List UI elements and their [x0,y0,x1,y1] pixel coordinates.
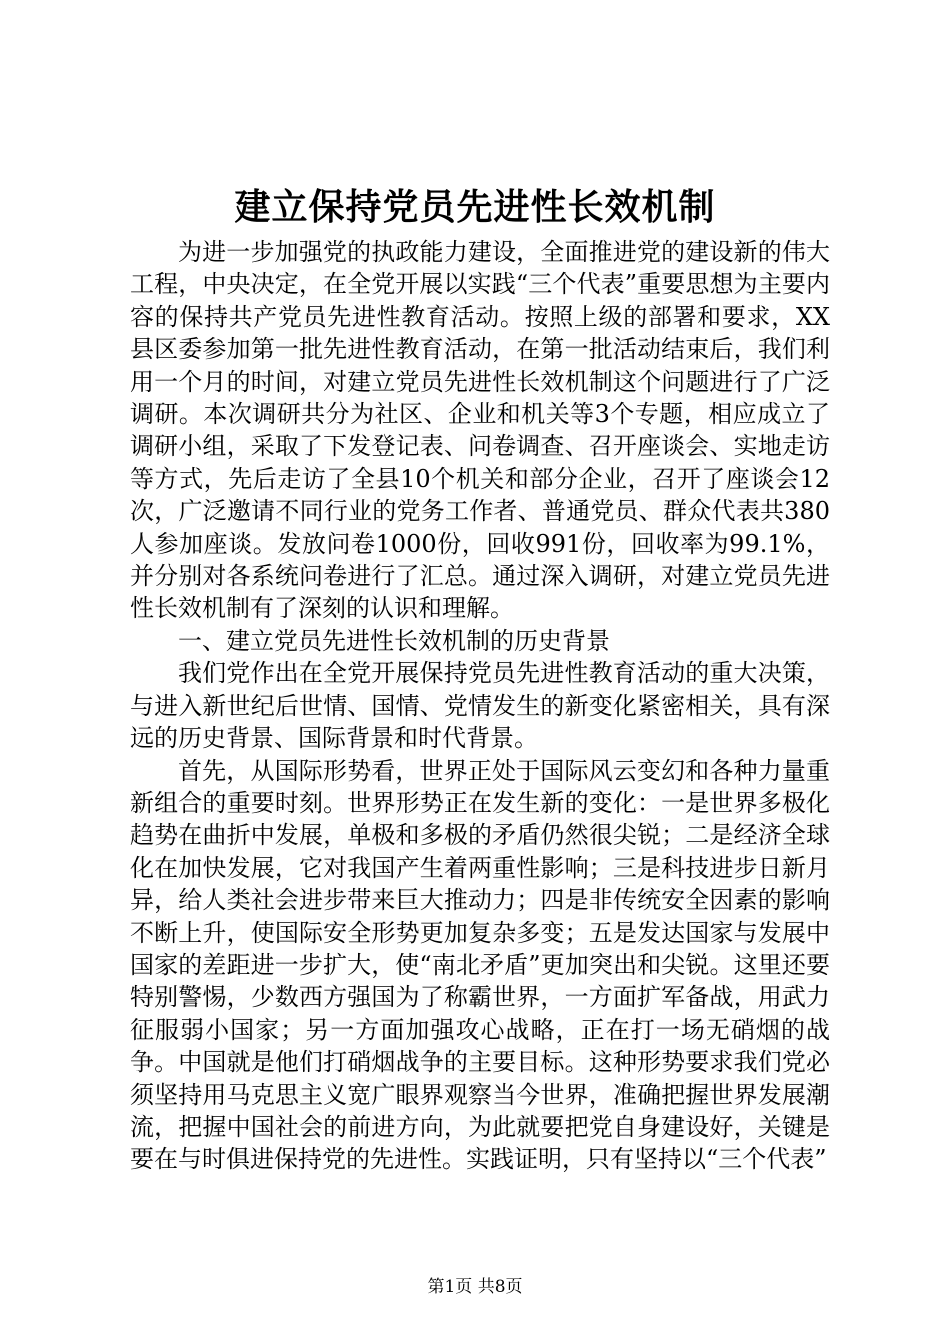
paragraph-intro: 为进一步加强党的执政能力建设，全面推进党的建设新的伟大工程，中央决定，在全党开展以实践“三个代表”重要思想为主要内容的保持共产党员先进性教育活动。按照上级的部署和要求，XX县区委参加第一批先进性教育活动，在第一批活动结束后，我们利用一个月的时间，对建立党员先进性长效机制这个问题进行了广泛调研。本次调研共分为社区、企业和机关等3个专题，相应成立了调研小组，采取了下发登记表、问卷调查、召开座谈会、实地走访等方式，先后走访了全县10个机关和部分企业，召开了座谈会12次，广泛邀请不同行业的党务工作者、普通党员、群众代表共380人参加座谈。发放问卷1000份，回收991份，回收率为99.1%，并分别对各系统问卷进行了汇总。通过深入调研，对建立党员先进性长效机制有了深刻的认识和理解。 [130,238,830,623]
section-heading-background: 一、建立党员先进性长效机制的历史背景 [178,626,610,655]
paragraph-decision: 我们党作出在全党开展保持党员先进性教育活动的重大决策，与进入新世纪后世情、国情、党情发生的新变化紧密相关，具有深远的历史背景、国际背景和时代背景。 [130,659,830,753]
paragraph-international: 首先，从国际形势看，世界正处于国际风云变幻和各种力量重新组合的重要时刻。世界形势正在发生新的变化：一是世界多极化趋势在曲折中发展，单极和多极的矛盾仍然很尖锐；二是经济全球化在加快发展，它对我国产生着两重性影响；三是科技进步日新月异，给人类社会进步带来巨大推动力；四是非传统安全因素的影响不断上升，使国际安全形势更加复杂多变；五是发达国家与发展中国家的差距进一步扩大，使“南北矛盾”更加突出和尖锐。这里还要特别警惕，少数西方强国为了称霸世界，一方面扩军备战，用武力征服弱小国家；另一方面加强攻心战略，正在打一场无硝烟的战争。中国就是他们打硝烟战争的主要目标。这种形势要求我们党必须坚持用马克思主义宽广眼界观察当今世界，准确把握世界发展潮流，把握中国社会的前进方向，为此就要把党自身建设好，关键是要在与时俱进保持党的先进性。实践证明，只有坚持以“三个代表” [130,756,830,1174]
page-number: 第1页 共8页 [427,1277,523,1297]
document-title: 建立保持党员先进性长效机制 [234,186,716,228]
document-body [130,236,830,1176]
